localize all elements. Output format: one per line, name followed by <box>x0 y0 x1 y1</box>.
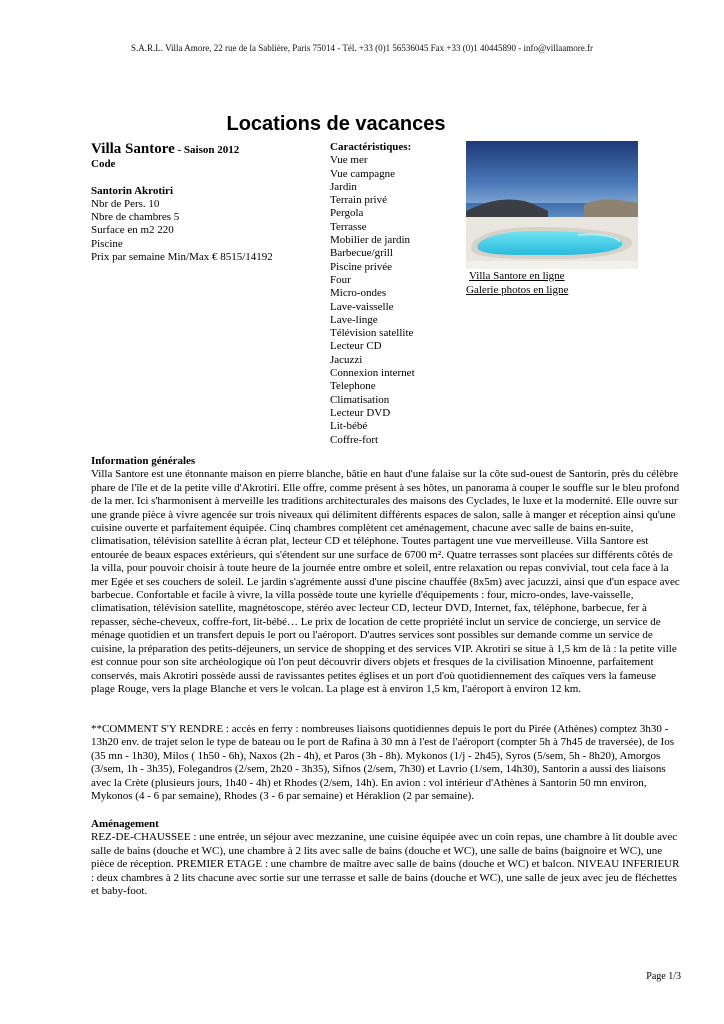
detail-surface: Surface en m2 220 <box>91 224 174 237</box>
feature-item: Pergola <box>330 207 364 220</box>
amenagement-title: Aménagement <box>91 818 159 830</box>
feature-item: Terrasse <box>330 220 367 233</box>
villa-summary <box>91 143 321 264</box>
feature-item: Lave-vaisselle <box>330 300 394 313</box>
detail-pool: Piscine <box>91 237 123 250</box>
general-info-title: Information générales <box>91 455 196 467</box>
feature-item: Connexion internet <box>330 367 415 380</box>
access-body: **COMMENT S'Y RENDRE : accès en ferry : nombreuses liaisons quotidiennes depuis le port du Pirée (Athènes) comptez 3h30 - 13h20 env. de trajet selon le type de bateau ou le port de Rafina à 30 mn à l'est de l'aéroport (compter 5h à 7h45 de traversée), de Ios (35 mn - 1h30), Milos ( 1h50 - 6h), Naxos (2h - 4h), et Paros (3h - 8h). Mykonos (1/j - 2h45), Syros (5/sem, 5h - 8h20), Amorgos (3/sem, 1h - 3h35), Folegandros (2/sem, 2h20 - 3h35), Sifnos (2/sem, 7h30) et Lavrio (1/sem, 14h30), Santorin a aussi des liaisons avec la Crète (plusieurs jours, 1h40 - 4h) et Rhodes (2/sem, 14h). En avion : vol intérieur d'Athènes à Santorin 50 mn environ, Mykonos (4 - 6 par semaine), Rhodes (3 - 6 par semaine) et Héraklion (2 par semaine). <box>91 723 674 803</box>
photo-links <box>466 270 638 297</box>
feature-item: Jardin <box>330 180 357 193</box>
feature-item: Vue campagne <box>330 167 396 180</box>
villa-pool-photo <box>466 141 638 269</box>
feature-item: Terrain privé <box>330 194 387 207</box>
amenagement-body: REZ-DE-CHAUSSEE : une entrée, un séjour avec mezzanine, une cuisine équipée avec un coin repas, une chambre à lit double avec salle de bains (douche et WC), une chambre à 2 lits avec salle de bains (douche et WC), une salle de bains (baignoire et WC), une pièce de réception. PREMIER ETAGE : une chambre de maître avec salle de bains (douche et WC) et balcon. NIVEAU INFERIEUR : deux chambres à 2 lits chacune avec sortie sur une terrasse et salle de bains (douche et WC), une salle de jeux avec jeu de fléchettes et baby-foot. <box>91 831 680 898</box>
company-header: S.A.R.L. Villa Amore, 22 rue de la Sablière, Paris 75014 - Tél. +33 (0)1 56536045 Fax +33 (0)1 40445890 - info@villaamore.fr <box>131 43 593 53</box>
detail-bedrooms: Nbre de chambres 5 <box>91 211 180 224</box>
code-label: Code <box>91 158 116 171</box>
features-list <box>330 154 460 447</box>
villa-location: Santorin Akrotiri <box>91 184 174 197</box>
feature-item: Telephone <box>330 380 376 393</box>
feature-item: Piscine privée <box>330 260 393 273</box>
access-section <box>91 723 681 803</box>
feature-item: Coffre-fort <box>330 433 379 446</box>
feature-item: Micro-ondes <box>330 287 387 300</box>
feature-item: Barbecue/grill <box>330 247 393 260</box>
season-label: - Saison 2012 <box>177 144 240 156</box>
photo-gallery-link[interactable]: Galerie photos en ligne <box>466 283 569 296</box>
pool-photo-illustration <box>466 141 638 269</box>
feature-item: Mobilier de jardin <box>330 234 411 247</box>
general-info-body: Villa Santore est une étonnante maison en pierre blanche, bâtie en haut d'une falaise sur la côte sud-ouest de Santorin, près du célèbre phare de l'île et de la petite ville d'Akrotiri. Elle offre, comme présent à ses hôtes, un panorama à couper le souffle sur le bleu profond de la mer. Ici s'harmonisent à merveille les traditions architecturales des maisons des Cyclades, le luxe et la modernité. Elle ouvre sur une grande pièce à vivre agencée sur trois niveaux qui délimitent différents espaces de salon, salle à manger et réception ainsi qu'une cuisine ouverte et parfaitement équipée. Cinq chambres complètent cet aménagement, chacune avec salle de bains en-suite, climatisation, télévision satellite à écran plat, lecteur CD et téléphone. Toutes partagent une vue merveilleuse. Villa Santore est entourée de beaux espaces extérieurs, qui s'étendent sur une surface de 6700 m². Quatre terrasses sont placées sur différents côtés de la villa, pour pouvoir choisir à toute heure de la journée entre ombre et soleil, entre relaxation ou repas convivial, tout cela face à la mer Egée et ses couchers de soleil. Le jardin s'agrémente aussi d'une piscine chauffée (8x5m) avec jacuzzi, ainsi que d'un espace avec barbecue. Confortable et facile à vivre, la villa possède toute une kyrielle d'équipements : four, micro-ondes, lave-vaisselle, climatisation, télévision satellite, magnétoscope, stéréo avec lecteur CD, lecteur DVD, Internet, fax, téléphone, barbecue, fer à repasser, sèche-cheveux, coffre-fort, lit-bébé… Le prix de location de cette propriété inclut un service de concierge, un service de ménage quotidien et un transfert depuis le port ou l'aéroport. D'autres services sont possibles sur demande comme un service de cuisine, la préparation des petits-déjeuners, un service de shopping et des services VIP. Akrotiri se situe à 1,5 km de là : la petite ville est connue pour son site archéologique où l'on peut découvrir divers objets et fresques de la civilisation Minoenne, parfaitement conservés, mais Akrotiri possède aussi de ravissantes petites églises et un port d'où quotidiennement des caïques vers la fameuse plage Rouge, vers la plage Blanche et vers le volcan. La plage est à environ 1,5 km, l'aéroport à environ 12 km. <box>91 468 680 695</box>
page-number: Page 1/3 <box>646 971 681 982</box>
features-block <box>330 141 460 447</box>
detail-persons: Nbr de Pers. 10 <box>91 197 160 210</box>
villa-name: Villa Santore <box>91 141 175 157</box>
detail-price: Prix par semaine Min/Max € 8515/14192 <box>91 251 273 264</box>
feature-item: Télévision satellite <box>330 327 414 340</box>
feature-item: Lecteur CD <box>330 340 382 353</box>
features-heading: Caractéristiques: <box>330 141 412 153</box>
general-info-section <box>91 455 681 696</box>
villa-heading <box>91 143 321 157</box>
feature-item: Lecteur DVD <box>330 406 391 419</box>
feature-item: Four <box>330 273 351 286</box>
feature-item: Lit-bébé <box>330 420 368 433</box>
page-title: Locations de vacances <box>226 113 446 135</box>
feature-item: Jacuzzi <box>330 353 363 366</box>
villa-online-link[interactable]: Villa Santore en ligne <box>469 270 565 282</box>
feature-item: Climatisation <box>330 393 390 406</box>
feature-item: Vue mer <box>330 154 368 167</box>
feature-item: Lave-linge <box>330 313 378 326</box>
amenagement-section <box>91 818 681 898</box>
